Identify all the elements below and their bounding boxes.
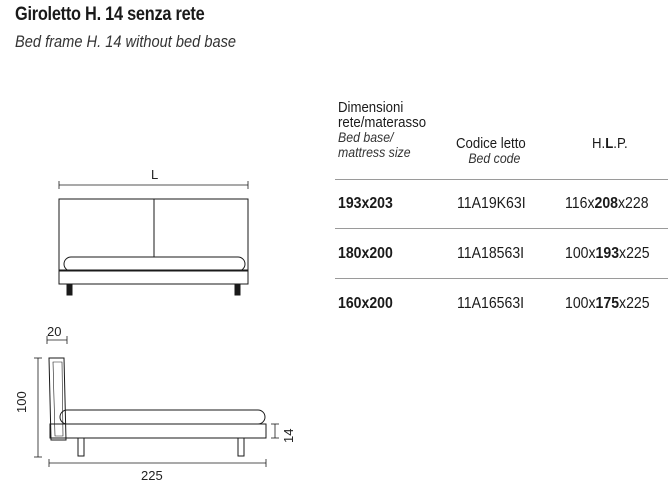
col-hlp-header [592, 136, 628, 151]
front-view-drawing [59, 181, 248, 295]
row1-p: x228 [617, 195, 649, 212]
row3-h: 100x [565, 295, 596, 312]
row1-hlp [565, 195, 649, 213]
row2-hlp [565, 245, 650, 263]
col-size-header [338, 100, 426, 160]
col-size-header-en-line2: mattress size [338, 144, 411, 160]
table-rule [335, 278, 668, 279]
row2-l: 193 [595, 245, 620, 262]
product-title: Giroletto H. 14 senza rete [15, 4, 205, 25]
hlp-p: .P. [613, 135, 628, 152]
row1-size: 193x203 [338, 195, 393, 212]
row1-code: 11A19K63I [457, 195, 526, 212]
row1-h: 116x [565, 195, 595, 212]
row2-size: 180x200 [338, 245, 393, 262]
overall-length-label: 225 [141, 468, 163, 483]
headboard-thickness-label: 20 [47, 324, 62, 339]
frame-height-label: 14 [281, 428, 296, 443]
hlp-h: H. [592, 135, 606, 152]
col-code-header-it: Codice letto [456, 135, 526, 152]
row2-code: 11A18563I [457, 245, 525, 262]
table-rule [335, 179, 668, 180]
col-code-header-en: Bed code [468, 150, 521, 166]
row2-p: x225 [619, 245, 650, 262]
hlp-l: L [605, 135, 614, 152]
row1-l: 208 [594, 195, 618, 212]
row2-h: 100x [565, 245, 596, 262]
table-rule [335, 228, 668, 229]
row3-hlp [565, 295, 650, 313]
row3-code: 11A16563I [457, 295, 525, 312]
row3-l: 175 [595, 295, 620, 312]
side-view-drawing [34, 336, 279, 467]
row3-p: x225 [619, 295, 650, 312]
col-code-header [456, 136, 526, 166]
col-size-header-en-line1: Bed base/ [338, 129, 394, 145]
col-size-header-it-line1: Dimensioni [338, 99, 404, 116]
row3-size: 160x200 [338, 295, 393, 312]
front-width-label: L [151, 167, 159, 182]
col-size-header-it-line2: rete/materasso [338, 114, 427, 131]
product-subtitle: Bed frame H. 14 without bed base [15, 32, 237, 51]
overall-height-label: 100 [14, 391, 29, 413]
